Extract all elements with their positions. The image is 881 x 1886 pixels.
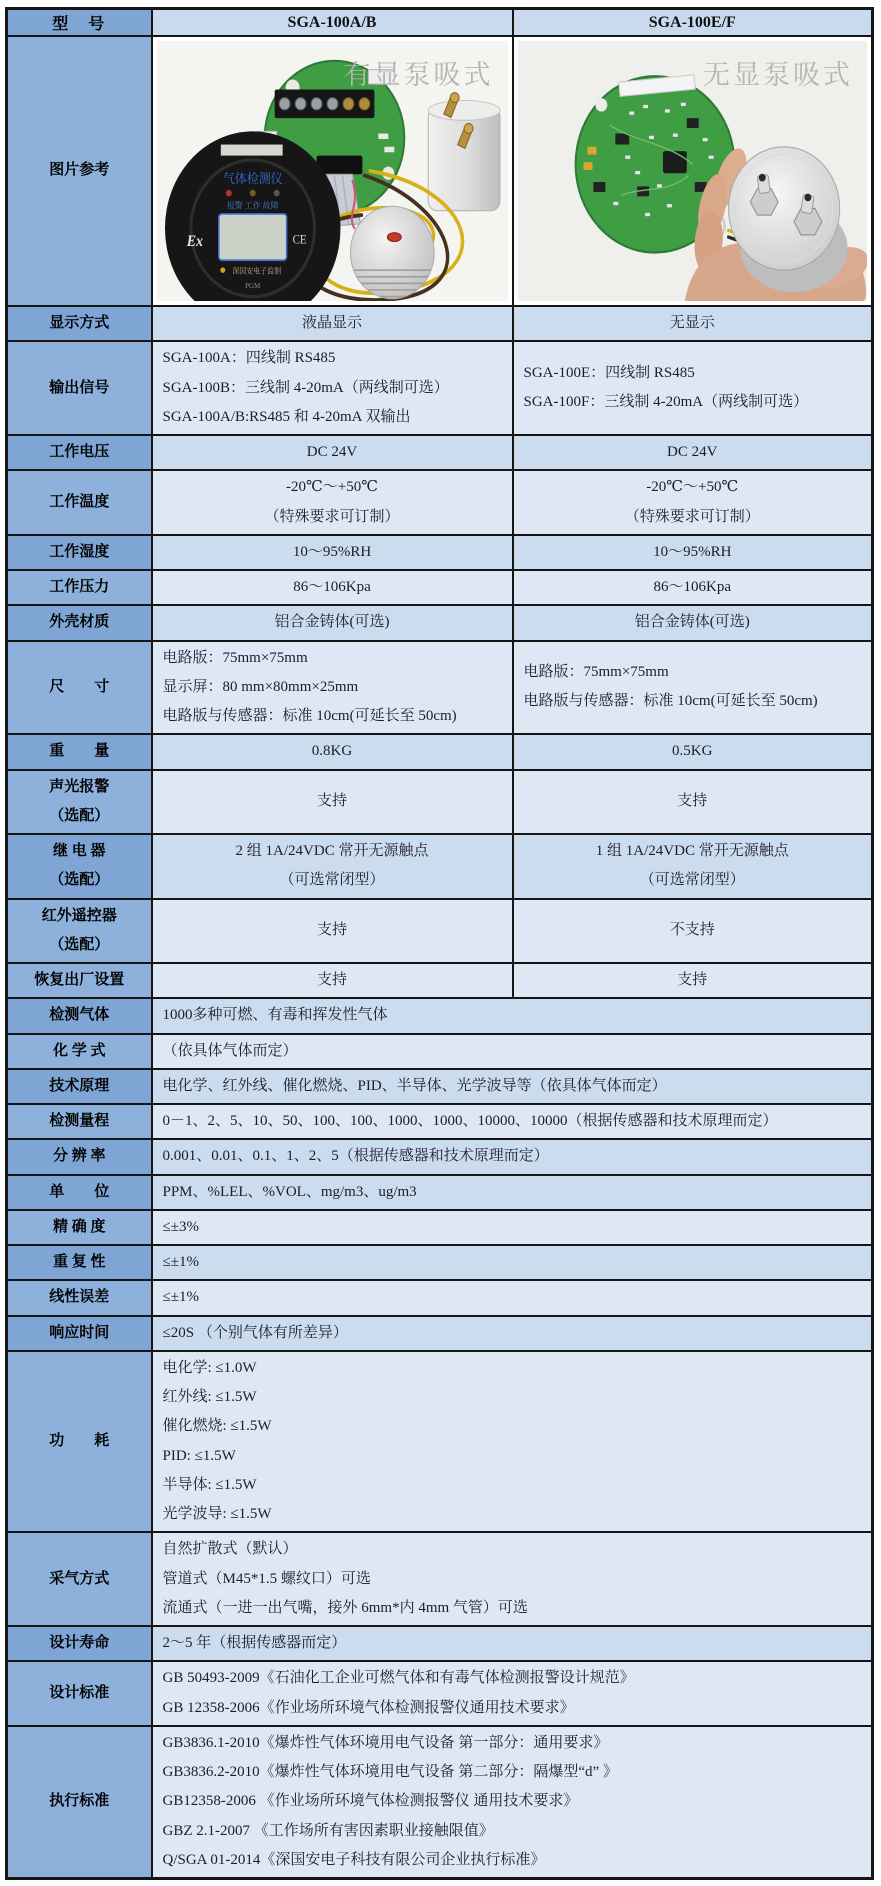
row-label-output-signal — [7, 341, 152, 435]
cylinder-sensor-icon — [350, 206, 434, 299]
value-output-signal-right — [513, 341, 873, 435]
row-label-sampling-method — [7, 1532, 152, 1626]
value-line: GB3836.1-2010《爆炸性气体环境用电气设备 第一部分：通用要求》 — [162, 1734, 609, 1751]
row-label-line: 响应时间 — [49, 1324, 110, 1341]
spec-table-body — [7, 36, 873, 1879]
spec-row-weight — [7, 734, 873, 769]
spec-row-working-temperature — [7, 470, 873, 535]
row-label-accuracy — [7, 1210, 152, 1245]
row-label-line: 设计标准 — [49, 1684, 110, 1701]
row-label-line: 恢复出厂设置 — [34, 972, 125, 988]
row-label-line: （选配） — [49, 807, 110, 824]
value-weight-left — [152, 734, 513, 769]
row-label-design-life — [7, 1626, 152, 1661]
product-photo-left — [157, 41, 508, 301]
spec-row-design-life — [7, 1626, 873, 1661]
value-line: Q/SGA 01-2014《深国安电子科技有限公司企业执行标准》 — [162, 1851, 546, 1868]
value-power-consumption — [152, 1351, 873, 1533]
row-label-chemical-formula — [7, 1034, 152, 1069]
row-label-working-pressure — [7, 570, 152, 605]
row-label-detection-range — [7, 1104, 152, 1139]
row-label-working-temperature — [7, 470, 152, 535]
row-label-line: 执行标准 — [49, 1793, 110, 1810]
value-line: 支持 — [677, 793, 708, 810]
row-label-line: 检测量程 — [49, 1113, 110, 1129]
value-line: 电路版：75mm×75mm — [523, 664, 669, 681]
row-label-dimensions — [7, 641, 152, 735]
row-label-weight — [7, 734, 152, 769]
row-label-line: 继 电 器 — [52, 843, 106, 859]
value-line: 电路版与传感器：标准 10cm(可延长至 50cm) — [162, 708, 457, 724]
value-line: 2 组 1A/24VDC 常开无源触点 — [235, 843, 429, 859]
spec-table — [5, 7, 874, 1880]
row-label-housing-material — [7, 605, 152, 640]
value-line: PID: ≤1.5W — [162, 1447, 236, 1464]
value-line: 支持 — [677, 972, 708, 988]
spec-row-dimensions — [7, 641, 873, 735]
value-line: SGA-100A：四线制 RS485 — [162, 350, 336, 367]
value-response-time — [152, 1316, 873, 1351]
value-line: DC 24V — [306, 444, 358, 460]
row-label-unit — [7, 1175, 152, 1210]
value-line: SGA-100B：三线制 4-20mA（两线制可选） — [162, 379, 449, 396]
value-line: 管道式（M45*1.5 螺纹口）可选 — [162, 1570, 371, 1587]
spec-row-working-humidity — [7, 535, 873, 570]
value-ir-remote-right — [513, 899, 873, 964]
spec-row-resolution — [7, 1139, 873, 1174]
row-label-line: 工作电压 — [49, 444, 110, 460]
value-audible-visual-alarm-right — [513, 770, 873, 835]
row-label-repeatability — [7, 1245, 152, 1280]
spec-row-chemical-formula — [7, 1034, 873, 1069]
spec-row-sampling-method — [7, 1532, 873, 1626]
value-dimensions-right — [513, 641, 873, 735]
value-design-life — [152, 1626, 873, 1661]
row-label-display-mode — [7, 306, 152, 341]
value-working-pressure-left — [152, 570, 513, 605]
row-label-resolution — [7, 1139, 152, 1174]
value-line: 电化学、红外线、催化燃烧、PID、半导体、光学波导等（依具体气体而定） — [162, 1077, 667, 1094]
value-line: 液晶显示 — [301, 315, 362, 331]
value-line: ≤±3% — [162, 1218, 199, 1235]
value-line: （特殊要求可订制） — [624, 508, 760, 525]
value-line: 显示屏：80 mm×80mm×25mm — [162, 678, 359, 695]
spec-row-detection-range — [7, 1104, 873, 1139]
row-label-power-consumption — [7, 1351, 152, 1533]
value-detectable-gases — [152, 998, 873, 1033]
value-relay-left — [152, 834, 513, 899]
value-line: 铝合金铸体(可选) — [274, 614, 390, 631]
value-line: 支持 — [316, 972, 347, 988]
value-line: GBZ 2.1-2007 《工作场所有害因素职业接触限值》 — [162, 1822, 494, 1839]
value-line: ≤20S （个别气体有所差异） — [162, 1324, 348, 1341]
photo-cell-left — [152, 36, 513, 306]
row-label-working-voltage — [7, 435, 152, 470]
value-housing-material-left — [152, 605, 513, 640]
value-working-temperature-left — [152, 470, 513, 535]
gauge-pgm: PGM — [244, 280, 260, 290]
value-sampling-method — [152, 1532, 873, 1626]
row-label-line: 技术原理 — [49, 1077, 110, 1094]
value-line: 电化学: ≤1.0W — [162, 1359, 257, 1376]
row-label-line: 尺 寸 — [49, 678, 110, 695]
value-factory-reset-right — [513, 963, 873, 998]
spec-row-working-pressure — [7, 570, 873, 605]
row-label-response-time — [7, 1316, 152, 1351]
value-unit — [152, 1175, 873, 1210]
value-linearity-error — [152, 1280, 873, 1315]
value-line: 0.001、0.01、0.1、1、2、5（根据传感器和技术原理而定） — [162, 1148, 549, 1165]
spec-row-detectable-gases — [7, 998, 873, 1033]
value-relay-right — [513, 834, 873, 899]
row-label-execution-standard — [7, 1726, 152, 1879]
row-label-line: 重 量 — [49, 743, 110, 760]
spec-row-output-signal — [7, 341, 873, 435]
value-line: 铝合金铸体(可选) — [634, 614, 750, 631]
row-label-line: （选配） — [49, 936, 110, 953]
value-line: 红外线: ≤1.5W — [162, 1389, 257, 1405]
row-label-ir-remote — [7, 899, 152, 964]
spec-row-response-time — [7, 1316, 873, 1351]
value-output-signal-left — [152, 341, 513, 435]
value-accuracy — [152, 1210, 873, 1245]
value-line: 支持 — [316, 922, 347, 939]
row-label-detectable-gases — [7, 998, 152, 1033]
value-line: -20℃～+50℃ — [646, 479, 739, 496]
value-line: 半导体: ≤1.5W — [162, 1476, 257, 1493]
value-dimensions-left — [152, 641, 513, 735]
spec-row-factory-reset — [7, 963, 873, 998]
row-label-working-humidity — [7, 535, 152, 570]
row-label-line: 单 位 — [49, 1183, 110, 1200]
value-working-voltage-left — [152, 435, 513, 470]
gauge-ex-mark: Ex — [186, 233, 203, 251]
value-working-temperature-right — [513, 470, 873, 535]
value-line: GB3836.2-2010《爆炸性气体环境用电气设备 第二部分：隔爆型“d” 》 — [162, 1764, 618, 1780]
row-label-line: （选配） — [49, 872, 110, 889]
value-line: 86～106Kpa — [653, 579, 731, 595]
value-line: ≤±1% — [162, 1289, 199, 1306]
row-label-line: 外壳材质 — [49, 614, 110, 631]
spec-row-technical-principle — [7, 1069, 873, 1104]
value-line: 10～95%RH — [292, 543, 372, 560]
row-label-line: 采气方式 — [49, 1570, 110, 1587]
gauge-title: 气体检测仪 — [222, 171, 283, 187]
row-label-line: 红外遥控器 — [41, 907, 117, 924]
value-line: （可选常闭型） — [279, 872, 385, 889]
header-model-label: 型 号 — [7, 9, 152, 37]
value-line: PPM、%LEL、%VOL、mg/m3、ug/m3 — [162, 1183, 417, 1200]
value-ir-remote-left — [152, 899, 513, 964]
gauge-brand: 深国安电子监制 — [231, 266, 281, 276]
value-technical-principle — [152, 1069, 873, 1104]
row-label-line: 工作温度 — [49, 493, 110, 510]
value-line: 光学波导: ≤1.5W — [162, 1506, 272, 1522]
photo-row — [7, 36, 873, 306]
value-line: 0.5KG — [672, 743, 713, 760]
value-design-standard — [152, 1661, 873, 1726]
row-label-line: 工作压力 — [49, 579, 110, 595]
value-line: GB12358-2006 《作业场所环境气体检测报警仪 通用技术要求》 — [162, 1793, 579, 1810]
value-line: 流通式（一进一出气嘴，接外 6mm*内 4mm 气管）可选 — [162, 1599, 528, 1616]
value-line: SGA-100A/B:RS485 和 4-20mA 双输出 — [162, 408, 411, 425]
value-working-pressure-right — [513, 570, 873, 605]
value-weight-right — [513, 734, 873, 769]
row-label-technical-principle — [7, 1069, 152, 1104]
canister-sensor-icon — [428, 91, 500, 211]
value-line: 电路版与传感器：标准 10cm(可延长至 50cm) — [523, 693, 818, 710]
value-line: （可选常闭型） — [639, 872, 745, 889]
value-line: 0.8KG — [311, 743, 353, 760]
spec-row-accuracy — [7, 1210, 873, 1245]
value-line: SGA-100F：三线制 4-20mA（两线制可选） — [523, 394, 809, 411]
value-working-humidity-right — [513, 535, 873, 570]
value-housing-material-right — [513, 605, 873, 640]
row-label-audible-visual-alarm — [7, 770, 152, 835]
row-label-line: 输出信号 — [49, 379, 110, 396]
row-label-line: 精 确 度 — [52, 1218, 106, 1235]
value-display-mode-left — [152, 306, 513, 341]
value-line: 1000多种可燃、有毒和挥发性气体 — [162, 1007, 388, 1024]
photo-cell-right — [513, 36, 873, 306]
gauge-led-labels: 报警 工作 故障 — [226, 201, 279, 211]
value-line: GB 50493-2009《石油化工企业可燃气体和有毒气体检测报警设计规范》 — [162, 1670, 635, 1687]
value-line: 支持 — [316, 793, 347, 810]
value-line: -20℃～+50℃ — [285, 479, 378, 496]
row-label-relay — [7, 834, 152, 899]
value-detection-range — [152, 1104, 873, 1139]
value-chemical-formula — [152, 1034, 873, 1069]
value-line: 86～106Kpa — [293, 579, 371, 595]
value-factory-reset-left — [152, 963, 513, 998]
value-line: ≤±1% — [162, 1254, 199, 1270]
spec-row-linearity-error — [7, 1280, 873, 1315]
row-label-line: 显示方式 — [49, 315, 110, 331]
gauge-ce-mark: CE — [292, 234, 307, 247]
value-line: （依具体气体而定） — [162, 1042, 298, 1059]
value-line: 电路版：75mm×75mm — [162, 649, 308, 666]
value-line: 无显示 — [669, 315, 715, 331]
spec-row-repeatability — [7, 1245, 873, 1280]
watermark-right: 无显泵吸式 — [703, 60, 853, 90]
watermark-left: 有显泵吸式 — [343, 60, 494, 90]
spec-row-relay — [7, 834, 873, 899]
row-label-linearity-error — [7, 1280, 152, 1315]
spec-row-execution-standard — [7, 1726, 873, 1879]
value-line: 不支持 — [669, 922, 715, 939]
value-audible-visual-alarm-left — [152, 770, 513, 835]
value-line: 催化燃烧: ≤1.5W — [162, 1418, 272, 1435]
header-model-left: SGA-100A/B — [152, 9, 513, 37]
value-working-humidity-left — [152, 535, 513, 570]
row-label-line: 线性误差 — [49, 1289, 110, 1306]
row-label-photo: 图片参考 — [7, 36, 152, 306]
spec-row-design-standard — [7, 1661, 873, 1726]
spec-row-working-voltage — [7, 435, 873, 470]
row-label-line: 重 复 性 — [52, 1254, 106, 1270]
row-label-factory-reset — [7, 963, 152, 998]
value-line: 10～95%RH — [653, 543, 732, 560]
header-row — [7, 9, 873, 37]
row-label-line: 功 耗 — [49, 1432, 110, 1449]
value-display-mode-right — [513, 306, 873, 341]
value-execution-standard — [152, 1726, 873, 1879]
value-line: SGA-100E：四线制 RS485 — [523, 364, 695, 381]
value-line: 2～5 年（根据传感器而定） — [162, 1635, 347, 1651]
value-working-voltage-right — [513, 435, 873, 470]
value-line: 自然扩散式（默认） — [162, 1541, 298, 1558]
header-model-right: SGA-100E/F — [513, 9, 873, 37]
spec-row-display-mode — [7, 306, 873, 341]
value-repeatability — [152, 1245, 873, 1280]
row-label-line: 设计寿命 — [49, 1635, 110, 1651]
value-line: 1 组 1A/24VDC 常开无源触点 — [595, 843, 789, 859]
value-line: （特殊要求可订制） — [264, 508, 400, 525]
value-line: 0－1、2、5、10、50、100、100、1000、1000、10000、10000（根据传感器和技术原理而定） — [162, 1113, 778, 1129]
product-photo-right — [518, 41, 868, 301]
row-label-line: 分 辨 率 — [52, 1148, 106, 1165]
spec-row-housing-material — [7, 605, 873, 640]
row-label-line: 声光报警 — [49, 778, 110, 795]
row-label-line: 工作湿度 — [49, 543, 110, 560]
value-line: GB 12358-2006《作业场所环境气体检测报警仪通用技术要求》 — [162, 1699, 575, 1716]
row-label-line: 检测气体 — [49, 1007, 110, 1024]
value-resolution — [152, 1139, 873, 1174]
spec-row-unit — [7, 1175, 873, 1210]
row-label-design-standard — [7, 1661, 152, 1726]
value-line: DC 24V — [667, 444, 718, 460]
spec-row-audible-visual-alarm — [7, 770, 873, 835]
spec-row-power-consumption — [7, 1351, 873, 1533]
row-label-line: 化 学 式 — [52, 1042, 106, 1059]
spec-row-ir-remote — [7, 899, 873, 964]
